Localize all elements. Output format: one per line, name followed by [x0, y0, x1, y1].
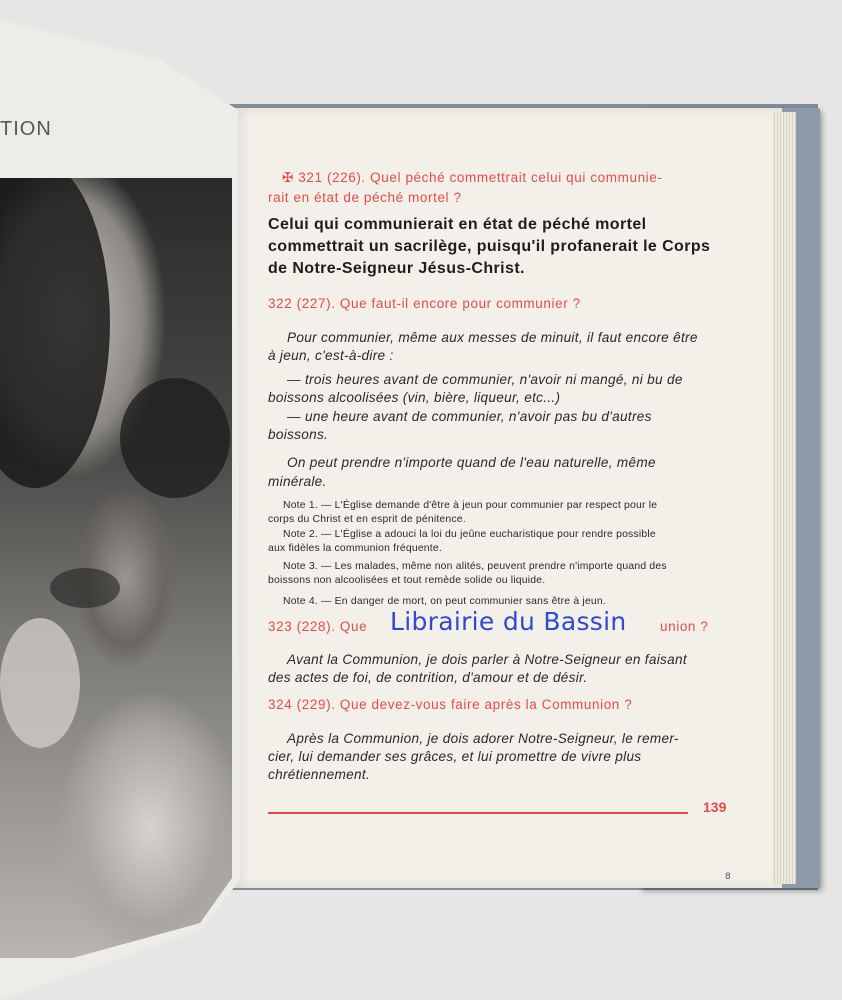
note-2-line-2: aux fidèles la communion fréquente.: [268, 543, 442, 554]
note-3-line-2: boissons non alcoolisées et tout remède solide ou liquide.: [268, 575, 546, 586]
answer-322-p3-line-2: boissons.: [268, 427, 329, 442]
answer-321-line-3: de Notre-Seigneur Jésus-Christ.: [268, 260, 525, 277]
question-323-end: union ?: [660, 619, 709, 634]
answer-322-p1-line-2: à jeun, c'est-à-dire :: [268, 348, 394, 363]
signature-mark: 8: [725, 872, 731, 882]
question-321-line-1: ✠ 321 (226). Quel péché commettrait celui qui communie-: [282, 170, 663, 185]
question-324: 324 (229). Que devez-vous faire après la Communion ?: [268, 697, 633, 712]
page-edges: [772, 112, 796, 884]
answer-324-line-2: cier, lui demander ses grâces, et lui promettre de vivre plus: [268, 749, 642, 764]
answer-322-p3-line-1: — une heure avant de communier, n'avoir pas bu d'autres: [287, 409, 652, 424]
note-3-line-1: Note 3. — Les malades, même non alités, peuvent prendre n'importe quand des: [283, 561, 667, 572]
note-4: Note 4. — En danger de mort, on peut communier sans être à jeun.: [283, 596, 606, 607]
question-323-start: 323 (228). Que: [268, 619, 368, 634]
answer-322-p4-line-1: On peut prendre n'importe quand de l'eau naturelle, même: [287, 455, 656, 470]
answer-324-line-3: chrétiennement.: [268, 767, 370, 782]
question-321-line-2: rait en état de péché mortel ?: [268, 190, 462, 205]
answer-321-line-2: commettrait un sacrilège, puisqu'il profanerait le Corps: [268, 238, 711, 255]
answer-322-p2-line-1: — trois heures avant de communier, n'avoir ni mangé, ni bu de: [287, 372, 683, 387]
answer-322-p1-line-1: Pour communier, même aux messes de minuit, il faut encore être: [287, 330, 698, 345]
question-322: 322 (227). Que faut-il encore pour communier ?: [268, 296, 581, 311]
footer-rule: [268, 812, 688, 814]
note-2-line-1: Note 2. — L'Église a adouci la loi du jeûne eucharistique pour rendre possible: [283, 529, 656, 540]
cross-pattee-icon: ✠: [282, 170, 294, 185]
portrait-photograph: [0, 178, 232, 958]
answer-324-line-1: Après la Communion, je dois adorer Notre-Seigneur, le remer-: [287, 731, 679, 746]
answer-323-line-2: des actes de foi, de contrition, d'amour et de désir.: [268, 670, 588, 685]
watermark-text: Librairie du Bassin: [390, 607, 627, 636]
answer-321-line-1: Celui qui communierait en état de péché mortel: [268, 216, 647, 233]
page-number: 139: [703, 799, 727, 815]
answer-322-p4-line-2: minérale.: [268, 474, 327, 489]
answer-323-line-1: Avant la Communion, je dois parler à Notre-Seigneur en faisant: [287, 652, 687, 667]
note-1-line-2: corps du Christ et en esprit de pénitence.: [268, 514, 466, 525]
chapter-heading-fragment: TION: [0, 118, 52, 140]
note-1-line-1: Note 1. — L'Église demande d'être à jeun pour communier par respect pour le: [283, 500, 658, 511]
answer-322-p2-line-2: boissons alcoolisées (vin, bière, liqueur, etc...): [268, 390, 561, 405]
